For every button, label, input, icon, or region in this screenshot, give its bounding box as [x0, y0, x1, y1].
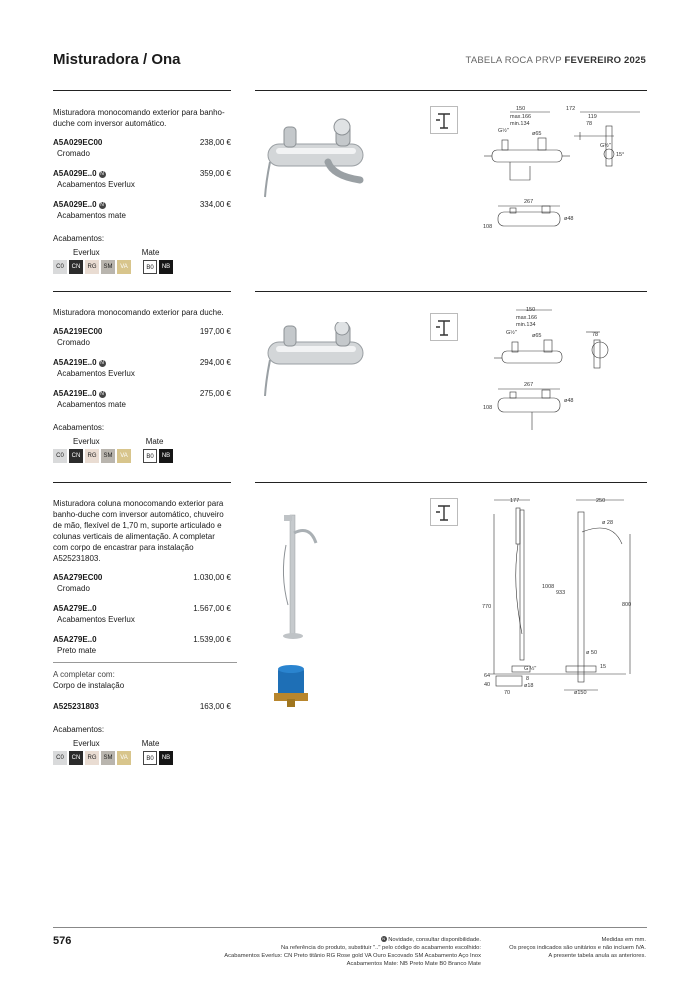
- novelty-icon: N: [100, 202, 104, 208]
- product-photo-floor-mixer: [266, 505, 326, 645]
- finish-swatch-va: VA: [117, 751, 131, 765]
- dim-label: 15: [600, 664, 607, 670]
- mate-label: Mate: [141, 739, 160, 748]
- product-photo-shower-mixer: [258, 322, 398, 402]
- finish-swatches: [53, 751, 231, 765]
- finish-swatch-va: VA: [117, 260, 131, 274]
- dim-label: 108: [483, 405, 493, 411]
- dim-label: 172: [566, 106, 576, 112]
- dim-label: 108: [483, 224, 493, 230]
- section-rule: [53, 90, 231, 91]
- product-row: [53, 199, 231, 221]
- single-lever-mixer-icon: [430, 498, 458, 526]
- product-section-2: [53, 307, 231, 463]
- finishes-label: Acabamentos:: [53, 234, 105, 243]
- product-finish: Acabamentos Everlux: [57, 369, 135, 378]
- dim-label: 770: [482, 604, 492, 610]
- dim-label: 8: [526, 676, 530, 682]
- finish-swatch-sm: SM: [101, 260, 115, 274]
- product-description: Misturadora coluna monocomando exterior para banho-duche com inversor automático, chuveiro de mão, flexível de 1,70 m, suporte articulado e colunas verticais de alimentação. A completar com corpo de encastrar para instalação A525231803.: [53, 499, 224, 563]
- finish-swatch-cn: CN: [69, 449, 83, 463]
- dim-label: max.166: [516, 315, 538, 321]
- product-finish: Acabamentos Everlux: [57, 615, 135, 624]
- product-code: A5A279E..0: [53, 604, 97, 613]
- section-rule: [255, 90, 647, 91]
- finish-group-labels: [53, 247, 231, 258]
- section-rule: [53, 482, 231, 483]
- dim-label: min.134: [516, 322, 536, 328]
- product-price: 275,00 €: [199, 389, 231, 398]
- finish-swatch-nb: NB: [159, 260, 173, 274]
- section-rule: [255, 291, 647, 292]
- single-lever-mixer-icon: [430, 313, 458, 341]
- product-code: A5A219EC00: [53, 327, 103, 336]
- section-rule: [53, 291, 231, 292]
- product-finish: Cromado: [57, 584, 90, 593]
- dim-label: ø48: [564, 216, 574, 222]
- product-row: [53, 701, 231, 712]
- dim-label: ø 28: [602, 520, 614, 526]
- dim-label: 15°: [616, 152, 625, 158]
- product-code: A5A029E..0: [53, 169, 97, 178]
- product-row: [53, 137, 231, 159]
- finish-swatches: [53, 260, 231, 274]
- product-row: [53, 326, 231, 348]
- dim-label: G½": [498, 128, 509, 134]
- dim-label: 1008: [542, 584, 555, 590]
- dim-label: 800: [622, 602, 632, 608]
- product-row: [53, 572, 231, 594]
- section-rule: [255, 482, 647, 483]
- product-row: [53, 603, 231, 625]
- dim-label: 40: [484, 682, 491, 688]
- novelty-icon: N: [382, 936, 385, 941]
- product-price: 294,00 €: [199, 358, 231, 367]
- footer-notes: [224, 936, 481, 968]
- dim-label: ø65: [532, 131, 542, 137]
- finish-swatch-cn: CN: [69, 260, 83, 274]
- dim-label: 933: [556, 590, 566, 596]
- product-price: 359,00 €: [199, 169, 231, 178]
- finish-group-labels: [53, 738, 231, 749]
- dim-label: ø18: [524, 683, 534, 689]
- dim-label: 119: [588, 114, 597, 120]
- product-price: 197,00 €: [199, 327, 231, 336]
- finish-swatch-sm: SM: [101, 449, 115, 463]
- catalog-subtitle: [466, 55, 646, 66]
- finish-swatch-nb: NB: [159, 449, 173, 463]
- footer-note: A presente tabela anula as anteriores.: [548, 953, 646, 959]
- technical-drawing-floor-mixer: [476, 494, 646, 704]
- product-row: [53, 388, 231, 410]
- dim-label: min.134: [510, 121, 530, 127]
- product-section-3: [53, 498, 231, 765]
- product-price: 238,00 €: [199, 138, 231, 147]
- finish-swatch-rg: RG: [85, 751, 99, 765]
- dim-label: ø65: [532, 333, 542, 339]
- dim-label: G½": [600, 143, 611, 149]
- footer-note: N Novidade, consultar disponibilidade.: [382, 936, 481, 943]
- dim-label: ø 50: [586, 650, 598, 656]
- product-finish: Preto mate: [57, 646, 97, 655]
- divider: [53, 662, 237, 663]
- finish-swatch-cn: CN: [69, 751, 83, 765]
- finish-swatches: [53, 449, 231, 463]
- product-finish: Acabamentos Everlux: [57, 180, 135, 189]
- footer-legal: [509, 936, 646, 960]
- product-section-1: [53, 107, 231, 274]
- product-code: A5A219E..0: [53, 358, 97, 367]
- page-number: 576: [53, 935, 72, 947]
- dim-label: 70: [504, 690, 511, 696]
- product-code: A5A279E..0: [53, 635, 97, 644]
- product-code: A525231803: [53, 702, 99, 711]
- everlux-label: Everlux: [73, 248, 100, 257]
- product-price: 1.030,00 €: [193, 573, 231, 582]
- product-row: [53, 168, 231, 190]
- technical-drawing-bath-mixer: [476, 104, 646, 234]
- dim-label: 177: [510, 498, 520, 504]
- product-row: [53, 634, 231, 656]
- dim-label: 267: [524, 199, 534, 205]
- finish-swatch-c0: C0: [53, 751, 67, 765]
- novelty-icon: N: [100, 171, 104, 177]
- dim-label: 250: [596, 498, 606, 504]
- complement-label: A completar com:: [53, 670, 115, 679]
- product-code: A5A029EC00: [53, 138, 103, 147]
- dim-label: max.166: [510, 114, 532, 120]
- product-code: A5A279EC00: [53, 573, 103, 582]
- finish-swatch-b0: B0: [143, 751, 157, 765]
- mate-label: Mate: [141, 248, 160, 257]
- mate-label: Mate: [145, 437, 164, 446]
- novelty-icon: N: [100, 391, 104, 397]
- dim-label: ø48: [564, 398, 574, 404]
- finish-swatch-va: VA: [117, 449, 131, 463]
- finish-swatch-rg: RG: [85, 260, 99, 274]
- product-price: 334,00 €: [199, 200, 231, 209]
- product-code: A5A029E..0: [53, 200, 97, 209]
- footer-note: Acabamentos Mate: NB Preto Mate B0 Branco Mate: [346, 961, 481, 967]
- dim-label: 150: [516, 106, 526, 112]
- footer-note: Acabamentos Everlux: CN Preto titânio RG Rose gold VA Ouro Escovado SM Acabamento Aço Inox: [224, 953, 481, 959]
- product-row: [53, 357, 231, 379]
- novelty-icon: N: [100, 360, 104, 366]
- finish-swatch-c0: C0: [53, 260, 67, 274]
- footer-note: Na referência do produto, substituir ".." pelo código do acabamento escolhido:: [280, 945, 481, 951]
- finish-group-labels: [53, 436, 231, 447]
- product-price: 1.539,00 €: [193, 635, 231, 644]
- page-title: Misturadora / Ona: [53, 51, 181, 68]
- finishes-label: Acabamentos:: [53, 725, 105, 734]
- complement-name: Corpo de instalação: [53, 681, 125, 690]
- footer-rule: [53, 927, 647, 928]
- dim-label: 78: [586, 121, 593, 127]
- dim-label: 267: [524, 382, 534, 388]
- dim-label: G½": [506, 330, 517, 336]
- subtitle-prefix: TABELA ROCA PRVP: [465, 55, 562, 66]
- everlux-label: Everlux: [73, 437, 100, 446]
- finish-swatch-sm: SM: [101, 751, 115, 765]
- dim-label: 64: [484, 673, 491, 679]
- single-lever-mixer-icon: [430, 106, 458, 134]
- everlux-label: Everlux: [73, 739, 100, 748]
- finish-swatch-b0: B0: [143, 260, 157, 274]
- finish-swatch-nb: NB: [159, 751, 173, 765]
- dim-label: 150: [526, 307, 536, 313]
- subtitle-date: FEVEREIRO 2025: [564, 55, 646, 66]
- product-code: A5A219E..0: [53, 389, 97, 398]
- product-photo-bath-mixer: [258, 112, 398, 202]
- finish-swatch-rg: RG: [85, 449, 99, 463]
- product-description: Misturadora monocomando exterior para duche.: [53, 308, 224, 317]
- product-finish: Acabamentos mate: [57, 211, 126, 220]
- product-description: Misturadora monocomando exterior para banho-duche com inversor automático.: [53, 108, 225, 128]
- dim-label: ø150: [574, 690, 587, 696]
- product-finish: Cromado: [57, 338, 90, 347]
- finish-swatch-b0: B0: [143, 449, 157, 463]
- technical-drawing-shower-mixer: [476, 306, 646, 436]
- product-price: 1.567,00 €: [193, 604, 231, 613]
- dim-label: 78: [592, 332, 599, 338]
- finish-swatch-c0: C0: [53, 449, 67, 463]
- footer-note: Medidas em mm.: [601, 937, 646, 943]
- product-finish: Cromado: [57, 149, 90, 158]
- product-price: 163,00 €: [199, 702, 231, 711]
- finishes-label: Acabamentos:: [53, 423, 105, 432]
- dim-label: G ½": [524, 666, 537, 672]
- product-photo-installation-body: [272, 663, 312, 711]
- product-finish: Acabamentos mate: [57, 400, 126, 409]
- footer-note: Os preços indicados são unitários e não incluem IVA.: [509, 945, 646, 951]
